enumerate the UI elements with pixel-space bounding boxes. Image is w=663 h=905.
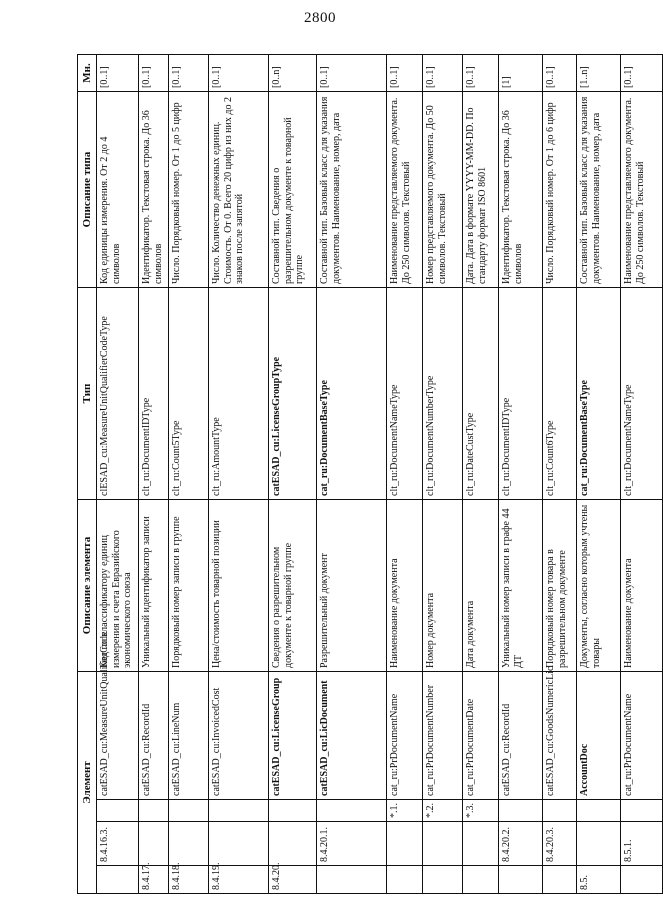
type-description: Дата. Дата в формате YYYY-MM-DD. По стандарту формат ISO 8601 xyxy=(463,92,499,288)
table-row xyxy=(317,55,387,894)
element-description: Уникальный номер записи в графе 44 ДТ xyxy=(499,500,543,672)
row-number-level2 xyxy=(423,822,463,866)
type-description: Идентификатор. Текстовая строка. До 36 символов xyxy=(139,92,169,288)
element-type: clESAD_cu:MeasureUnitQualifierCodeType xyxy=(97,288,139,500)
multiplicity: [0..1] xyxy=(621,55,663,92)
row-number-level3 xyxy=(169,800,209,822)
element-description: Дата документа xyxy=(463,500,499,672)
element-description: Документы, согласно которым учтены товары xyxy=(577,500,621,672)
element-name: cat_ru:PrDocumentName xyxy=(621,672,663,800)
row-number-level3 xyxy=(209,800,269,822)
element-type: catESAD_cu:LicenseGroupType xyxy=(269,288,317,500)
element-name: cat_ru:PrDocumentNumber xyxy=(423,672,463,800)
element-description: Уникальный идентификатор записи xyxy=(139,500,169,672)
row-number-level2 xyxy=(463,822,499,866)
row-number-level2: 8.4.20.1. xyxy=(317,822,387,866)
multiplicity: [0..1] xyxy=(209,55,269,92)
row-number-level1 xyxy=(543,866,577,894)
element-spec-table xyxy=(77,54,663,894)
multiplicity: [0..1] xyxy=(139,55,169,92)
element-type: clt_ru:DocumentIDType xyxy=(499,288,543,500)
row-number-level2 xyxy=(169,822,209,866)
row-number-level2 xyxy=(269,822,317,866)
element-description: Номер документа xyxy=(423,500,463,672)
row-number-level1: 8.4.19. xyxy=(209,866,269,894)
type-description: Число. Порядковый номер. От 1 до 5 цифр xyxy=(169,92,209,288)
type-description: Идентификатор. Текстовая строка. До 36 символов xyxy=(499,92,543,288)
header-type: Тип xyxy=(78,288,97,500)
element-name: AccountDoc xyxy=(577,672,621,800)
row-number-level1 xyxy=(423,866,463,894)
table-body xyxy=(97,55,663,894)
row-number-level1 xyxy=(463,866,499,894)
element-name: catESAD_cu:MeasureUnitQualifierCode xyxy=(97,672,139,800)
element-name: catESAD_cu:LicenseGroup xyxy=(269,672,317,800)
row-number-level1 xyxy=(317,866,387,894)
row-number-level3 xyxy=(499,800,543,822)
row-number-level1 xyxy=(97,866,139,894)
element-description: Разрешительный документ xyxy=(317,500,387,672)
multiplicity: [0..1] xyxy=(423,55,463,92)
element-description: Порядковый номер записи в группе xyxy=(169,500,209,672)
row-number-level1: 8.4.18. xyxy=(169,866,209,894)
header-type-description: Описание типа xyxy=(78,92,97,288)
row-number-level3: *.1. xyxy=(387,800,423,822)
element-name: catESAD_cu:InvoicedCost xyxy=(209,672,269,800)
element-type: cat_ru:DocumentBaseType xyxy=(577,288,621,500)
row-number-level3 xyxy=(269,800,317,822)
multiplicity: [1..n] xyxy=(577,55,621,92)
element-type: clt_ru:DateCustType xyxy=(463,288,499,500)
row-number-level3 xyxy=(139,800,169,822)
header-element-description: Описание элемента xyxy=(78,500,97,672)
table-row xyxy=(423,55,463,894)
table-row xyxy=(139,55,169,894)
element-type: clt_ru:Count6Type xyxy=(543,288,577,500)
element-name: cat_ru:PrDocumentDate xyxy=(463,672,499,800)
element-name: catESAD_cu:LicDocument xyxy=(317,672,387,800)
row-number-level2 xyxy=(577,822,621,866)
type-description: Составной тип. Базовый класс для указания документов. Наименование, номер, дата xyxy=(317,92,387,288)
header-multiplicity: Мн. xyxy=(78,55,97,92)
row-number-level1 xyxy=(387,866,423,894)
multiplicity: [0..1] xyxy=(387,55,423,92)
row-number-level1: 8.5. xyxy=(577,866,621,894)
element-name: cat_ru:PrDocumentName xyxy=(387,672,423,800)
element-type: clt_ru:DocumentNameType xyxy=(387,288,423,500)
row-number-level2: 8.4.20.2. xyxy=(499,822,543,866)
table-row xyxy=(169,55,209,894)
multiplicity: [0..n] xyxy=(269,55,317,92)
type-description: Составной тип. Сведения о разрешительном документе к товарной группе xyxy=(269,92,317,288)
row-number-level3 xyxy=(317,800,387,822)
table-row xyxy=(269,55,317,894)
type-description: Наименование представляемого документа. До 250 символов. Текстовый xyxy=(387,92,423,288)
row-number-level3: *.3. xyxy=(463,800,499,822)
element-name: catESAD_cu:GoodsNumericLic xyxy=(543,672,577,800)
table-row xyxy=(209,55,269,894)
element-type: clt_ru:Count5Type xyxy=(169,288,209,500)
page-number: 2800 xyxy=(304,10,336,26)
table-header-row xyxy=(78,55,97,894)
rotated-table-container xyxy=(77,55,646,894)
type-description: Наименование представляемого документа. До 250 символов. Текстовый xyxy=(621,92,663,288)
element-description: Порядковый номер товара в разрешительном документе xyxy=(543,500,577,672)
multiplicity: [0..1] xyxy=(169,55,209,92)
table-row xyxy=(97,55,139,894)
row-number-level3 xyxy=(97,800,139,822)
table-row xyxy=(499,55,543,894)
table-row xyxy=(577,55,621,894)
type-description: Код единицы измерения. От 2 до 4 символов xyxy=(97,92,139,288)
element-type: clt_ru:DocumentNameType xyxy=(621,288,663,500)
table-row xyxy=(621,55,663,894)
element-type: clt_ru:DocumentNumberType xyxy=(423,288,463,500)
row-number-level2: 8.4.16.3. xyxy=(97,822,139,866)
table-row xyxy=(387,55,423,894)
multiplicity: [0..1] xyxy=(463,55,499,92)
row-number-level2 xyxy=(387,822,423,866)
row-number-level2 xyxy=(209,822,269,866)
row-number-level3 xyxy=(543,800,577,822)
table-row xyxy=(543,55,577,894)
type-description: Номер представляемого документа. До 50 символов. Текстовый xyxy=(423,92,463,288)
type-description: Число. Порядковый номер. От 1 до 6 цифр xyxy=(543,92,577,288)
multiplicity: [1] xyxy=(499,55,543,92)
element-name: catESAD_cu:RecordId xyxy=(499,672,543,800)
multiplicity: [0..1] xyxy=(317,55,387,92)
element-type: clt_ru:DocumentIDType xyxy=(139,288,169,500)
element-description: Наименование документа xyxy=(387,500,423,672)
row-number-level2: 8.5.1. xyxy=(621,822,663,866)
element-type: clt_ru:AmountType xyxy=(209,288,269,500)
type-description: Составной тип. Базовый класс для указания документов. Наименование, номер, дата xyxy=(577,92,621,288)
element-description: Наименование документа xyxy=(621,500,663,672)
row-number-level2 xyxy=(139,822,169,866)
multiplicity: [0..1] xyxy=(543,55,577,92)
multiplicity: [0..1] xyxy=(97,55,139,92)
row-number-level3 xyxy=(577,800,621,822)
row-number-level1: 8.4.17. xyxy=(139,866,169,894)
type-description: Число. Количество денежных единиц. Стоимость. От 0. Всего 20 цифр из них до 2 знаков после запятой xyxy=(209,92,269,288)
header-element: Элемент xyxy=(78,672,97,894)
row-number-level3 xyxy=(621,800,663,822)
element-description: Код по классификатору единиц измерения и счета Евразийского экономического союза xyxy=(97,500,139,672)
row-number-level3: *.2. xyxy=(423,800,463,822)
element-description: Цена/стоимость товарной позиции xyxy=(209,500,269,672)
element-description: Сведения о разрешительном документе к товарной группе xyxy=(269,500,317,672)
element-name: catESAD_cu:RecordId xyxy=(139,672,169,800)
row-number-level1 xyxy=(621,866,663,894)
element-name: catESAD_cu:LineNum xyxy=(169,672,209,800)
table-row xyxy=(463,55,499,894)
row-number-level2: 8.4.20.3. xyxy=(543,822,577,866)
row-number-level1: 8.4.20. xyxy=(269,866,317,894)
element-type: cat_ru:DocumentBaseType xyxy=(317,288,387,500)
row-number-level1 xyxy=(499,866,543,894)
